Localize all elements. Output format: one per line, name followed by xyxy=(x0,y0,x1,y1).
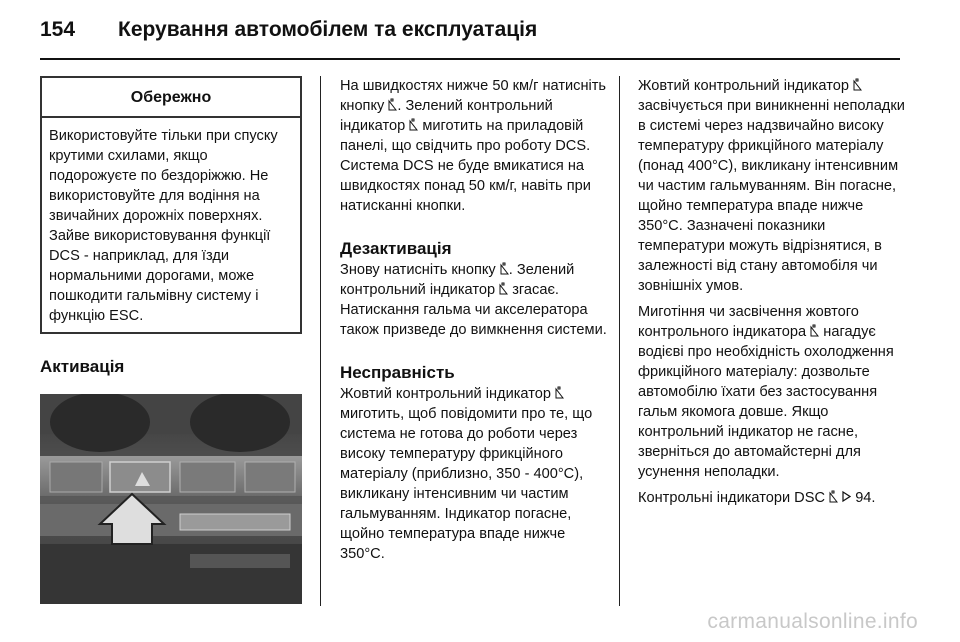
activation-heading: Активація xyxy=(40,357,125,376)
warning-box xyxy=(40,76,302,334)
hill-descent-icon xyxy=(810,324,819,337)
fault-text-b: миготить, щоб повідомити про те, що система не готова до роботи через високу температуру фрикційного матеріалу (приблизно, 350 - 400°C), викликану інтенсивним чи частим гальмуванням. Індикатор погасне, щойно температура впаде нижче 350°C. xyxy=(340,406,593,562)
warning-text: Використовуйте тільки при спуску крутими схилами, якщо подорожуєте по бездоріжжю. Не використовуйте для водіння на звичайних дорожніх поверхнях. Зайве використовування функції DCS - наприклад, для їзди нормальними дорогами, може пошкодити гальмівну систему і функцію ESC. xyxy=(49,128,278,324)
hill-descent-icon xyxy=(500,262,509,275)
page-title: Керування автомобілем та експлуатація xyxy=(118,18,538,41)
cooling-paragraph xyxy=(638,302,906,482)
overheat-paragraph xyxy=(638,76,906,296)
deactivation-text-c: згасає. xyxy=(512,282,559,298)
column-divider xyxy=(320,76,321,606)
hill-descent-icon xyxy=(853,78,862,91)
deactivation-brake-paragraph: Натискання гальма чи акселератора також призведе до вимкнення системи. xyxy=(340,302,607,338)
deactivation-paragraph xyxy=(340,260,608,300)
dcs-button-photo xyxy=(40,394,302,604)
fault-paragraph xyxy=(340,384,608,564)
hill-descent-icon xyxy=(409,118,418,131)
dsc-reference-paragraph xyxy=(638,488,906,508)
column-right xyxy=(638,76,906,508)
activation-text-b: . Зелений контрольний індикатор xyxy=(340,98,553,134)
activation-text-a: На швидкостях нижче 50 км/г натисніть кнопку xyxy=(340,78,607,114)
hill-descent-icon xyxy=(829,490,838,503)
deactivation-text-b: . Зелений контрольний індикатор xyxy=(340,262,575,298)
cooling-text-b: нагадує водієві про необхідність охолодження фрикційного матеріалу: дозвольте автомобілю їхати без застосування гальм якомога довше. Якщо контрольний індикатор не гасне, зверніться до автомайстерні для усунення неполадки. xyxy=(638,324,894,480)
activation-text-c: миготить на приладовій панелі, що свідчить про роботу DCS. Система DCS не буде вмикатися на швидкостях понад 50 км/г, навіть при натисканні кнопки. xyxy=(340,118,591,214)
column-middle xyxy=(340,76,608,564)
reference-arrow-icon xyxy=(842,490,851,503)
deactivation-heading: Дезактивація xyxy=(340,239,452,258)
cooling-text-a: Миготіння чи засвічення жовтого контрольного індикатора xyxy=(638,304,859,340)
deactivation-text-a: Знову натисніть кнопку xyxy=(340,262,496,278)
hill-descent-icon xyxy=(555,386,564,399)
page-number: 154 xyxy=(40,18,76,41)
watermark: carmanualsonline.info xyxy=(707,610,918,633)
header-rule xyxy=(40,58,900,60)
column-left xyxy=(40,76,302,610)
activation-paragraph xyxy=(340,76,608,216)
overheat-text-b: засвічується при виникненні неполадки в системі через надзвичайно високу температуру фрикційного матеріалу (понад 400°C), викликану інтенсивним чи частим гальмуванням. Він погасне, щойно температура впаде нижче 350°C. Зазначені показники температури можуть відрізнятися, в залежності від стану автомобіля чи зовнішніх умов. xyxy=(638,98,905,294)
hill-descent-icon xyxy=(499,282,508,295)
fault-text-a: Жовтий контрольний індикатор xyxy=(340,386,551,402)
warning-title: Обережно xyxy=(42,78,300,118)
column-divider xyxy=(619,76,620,606)
fault-heading: Несправність xyxy=(340,363,455,382)
page-header xyxy=(40,18,537,42)
overheat-text-a: Жовтий контрольний індикатор xyxy=(638,78,849,94)
dsc-reference-text: Контрольні індикатори DSC xyxy=(638,490,825,506)
dsc-reference-page[interactable]: 94. xyxy=(855,490,876,506)
